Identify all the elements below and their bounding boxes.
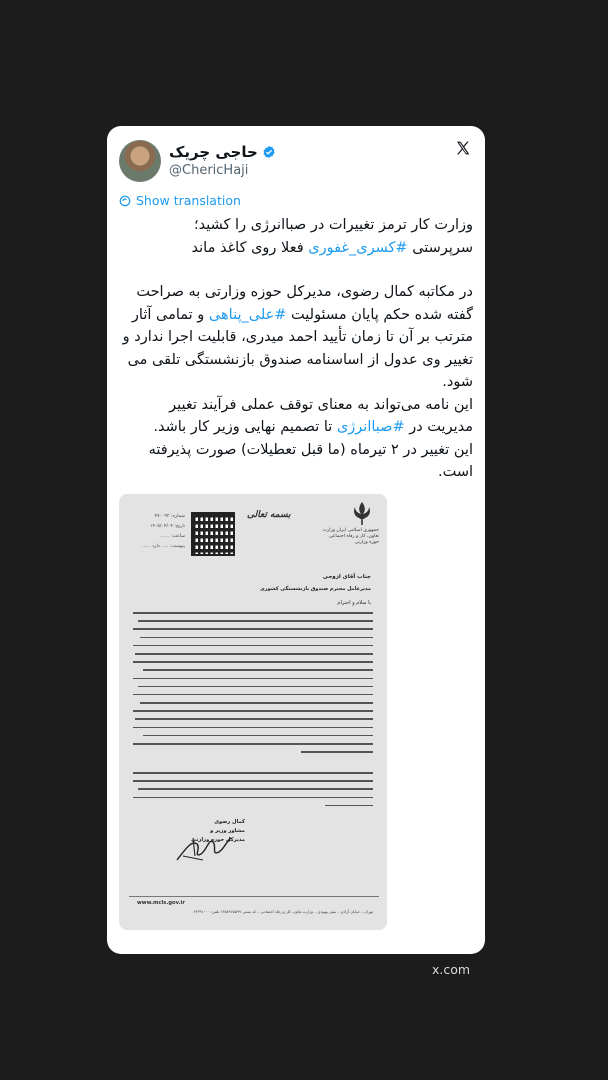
show-translation-link[interactable] <box>119 193 241 208</box>
letter-footer-divider <box>129 896 379 897</box>
letter-website: www.mcls.gov.ir <box>137 900 185 906</box>
ministry-header: جمهوری اسلامی ایران وزارت تعاون، کار و رفاه اجتماعی حوزه وزارتی <box>322 528 379 546</box>
hashtag-link[interactable]: #کسری_غفوری <box>308 239 408 256</box>
iran-emblem-icon <box>351 500 373 526</box>
letter-footer-address: تهران – خیابان آزادی – نبش بهبودی – وزارت تعاون، کار و رفاه اجتماعی – کد پستی ۱۳۵۸۹۶۵۵۹۹ تلفن: ۶۴۳۹۱۰۰۰ <box>193 909 373 914</box>
para1-suffix: و تمامی آثار مترتب بر آن تا زمان تأیید احمد میدری، قابلیت اجرا ندارد و تغییر وی عدول از اساسنامه صندوق بازنشستگی تلقی می شود. <box>122 306 473 390</box>
tweet-line-2-prefix: سرپرستی <box>407 239 473 256</box>
handwritten-signature <box>173 830 235 864</box>
hashtag-link[interactable]: #صباانرژی <box>336 419 405 435</box>
show-translation-label: Show translation <box>136 193 241 208</box>
letter-date: تاریخ: ۱۴۰۵/۰۴/۰۴ <box>150 524 185 529</box>
para2-prefix: این نامه می‌تواند به معنای توقف عملی فرآیند تغییر مدیریت در <box>169 396 473 435</box>
tweet-paragraph-2 <box>119 394 473 439</box>
para1-prefix: در مکاتبه کمال رضوی، مدیرکل حوزه وزارتی به صراحت گفته شده حکم پایان مسئولیت <box>136 284 473 323</box>
letter-attachment: پیوست: ..... دارد ...... <box>142 544 185 549</box>
tweet-line-2 <box>119 237 473 260</box>
letter-time: ساعت: ...... <box>160 534 185 539</box>
author-row <box>169 142 276 162</box>
letter-addressee: جناب آقای ازوجی <box>322 574 371 580</box>
tweet-paragraph-3: این تغییر در ۲ تیرماه (ما قبل تعطیلات) صورت پذیرفته است. <box>148 441 473 480</box>
signer-title-2: مدیرکل حوزه وزارتی <box>191 837 245 843</box>
letter-greeting: با سلام و احترام <box>337 600 371 606</box>
letter-addressee-title: مدیرعامل محترم صندوق بازنشستگی کشوری <box>260 586 371 592</box>
tweet-line-2-suffix: فعلا روی کاغذ ماند <box>191 239 309 256</box>
para2-suffix: تا تصمیم نهایی وزیر کار باشد. <box>153 419 337 435</box>
signer-name: کمال رضوی <box>214 819 245 825</box>
tweet-text <box>119 214 473 484</box>
avatar[interactable] <box>119 140 161 182</box>
qr-code <box>193 514 233 554</box>
x-logo-icon[interactable] <box>455 140 471 156</box>
globe-icon <box>119 195 131 207</box>
tweet-paragraph-1 <box>119 281 473 394</box>
verified-badge-icon <box>262 145 276 159</box>
letter-image[interactable] <box>119 494 387 930</box>
signer-title: مشاور وزیر و <box>210 828 245 834</box>
letter-basmala: بسمه تعالی <box>247 510 291 520</box>
tweet-card[interactable] <box>107 126 485 954</box>
hashtag-link[interactable]: #علی_پناهی <box>208 306 287 323</box>
letter-number: شماره: ۴۷۰۰۹۲ <box>154 514 185 519</box>
author-handle[interactable]: @ChericHaji <box>169 163 249 178</box>
tweet-line-1: وزارت کار ترمز تغییرات در صباانرژی را کشید؛ <box>194 217 473 233</box>
letter-body <box>133 612 373 813</box>
letter-meta <box>129 512 185 552</box>
source-domain[interactable]: x.com <box>432 962 471 977</box>
author-name[interactable]: حاجی چریک <box>169 143 258 161</box>
